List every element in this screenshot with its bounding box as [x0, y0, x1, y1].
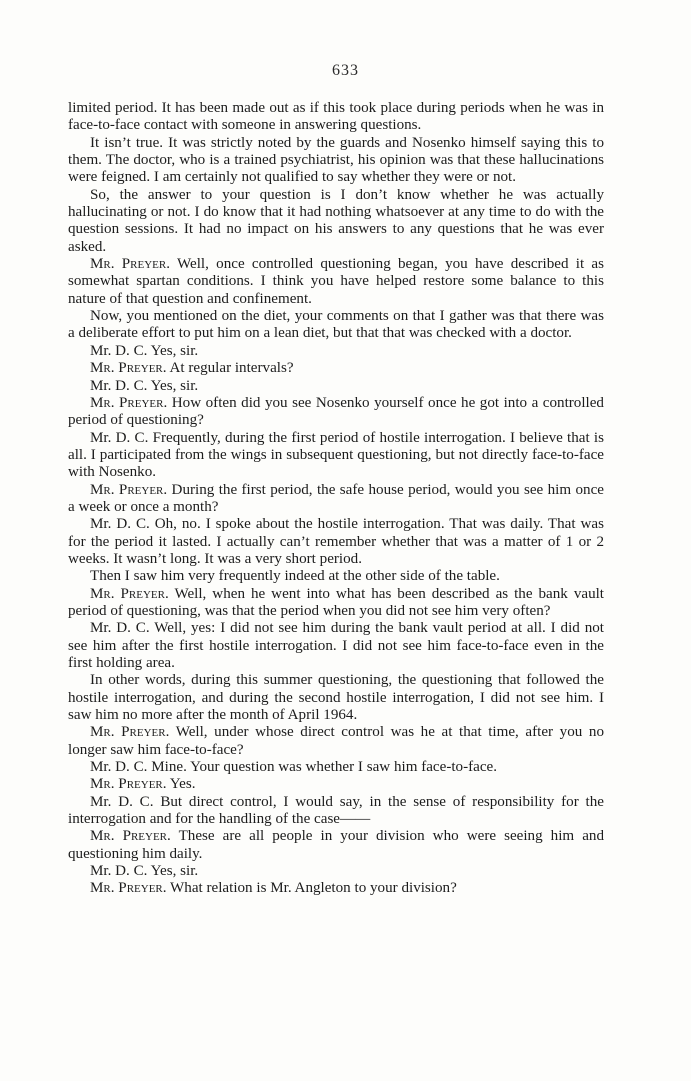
speaker-label: Mr. Preyer.	[90, 724, 170, 741]
speaker-label: Mr. Preyer.	[90, 828, 171, 845]
paragraph-text: During the first period, the safe house period, would you see him once a week or once a month?	[68, 481, 604, 515]
paragraph-text: Mr. D. C. Well, yes: I did not see him during the bank vault period at all. I did not see him after the first hostile interrogation. I did not see him face-to-face even in the first holding area.	[68, 620, 604, 671]
page-number: 633	[332, 62, 359, 79]
paragraph-text: Yes.	[169, 776, 196, 793]
paragraph-text: Mr. D. C. Frequently, during the first period of hostile interrogation. I believe that is all. I participated from the wings in subsequent questioning, but not directly face-to-face with Nosenko.	[68, 429, 604, 481]
paragraph-text: Then I saw him very frequently indeed at the other side of the table.	[90, 568, 500, 585]
transcript-paragraph	[68, 863, 604, 880]
paragraph-text: Mr. D. C. Oh, no. I spoke about the hostile interrogation. That was daily. That was for the period it lasted. I actually can’t remember whether that was a matter of 1 or 2 weeks. It wasn’t long. It was a very short period.	[68, 516, 604, 567]
transcript-paragraph	[68, 620, 604, 672]
transcript-paragraph	[68, 378, 604, 395]
transcript-paragraph	[68, 395, 604, 430]
transcript-paragraph	[68, 256, 604, 308]
transcript-paragraph	[68, 586, 604, 621]
transcript-paragraph	[68, 828, 604, 863]
transcript-body	[68, 100, 604, 898]
transcript-paragraph	[68, 100, 604, 135]
transcript-paragraph	[68, 187, 604, 256]
transcript-paragraph	[68, 776, 604, 793]
transcript-paragraph	[68, 135, 604, 187]
transcript-paragraph	[68, 308, 604, 343]
paragraph-text: Mr. D. C. Mine. Your question was whether I saw him face-to-face.	[90, 759, 498, 776]
paragraph-text: So, the answer to your question is I don’t know whether he was actually hallucinating or not. I do know that it had nothing whatsoever at any time to do with the question sessions. It had no impact on his answers to any questions that he was ever asked.	[68, 186, 604, 255]
speaker-label: Mr. Preyer.	[90, 481, 168, 498]
transcript-paragraph	[68, 759, 604, 776]
paragraph-text: How often did you see Nosenko yourself once he got into a controlled period of questioning?	[68, 394, 604, 429]
transcript-paragraph	[68, 880, 604, 897]
paragraph-text: limited period. It has been made out as if this took place during periods when he was in face-to-face contact with someone in answering questions.	[68, 100, 604, 134]
paragraph-text: In other words, during this summer questioning, the questioning that followed the hostile interrogation, and during the second hostile interrogation, I did not see him. I saw him no more after the month of April 1964.	[68, 672, 604, 724]
paragraph-text: Mr. D. C. Yes, sir.	[90, 863, 199, 880]
speaker-label: Mr. Preyer.	[90, 585, 169, 602]
paragraph-text: Now, you mentioned on the diet, your comments on that I gather was that there was a deliberate effort to put him on a lean diet, but that that was checked with a doctor.	[68, 308, 604, 342]
paragraph-text: Mr. D. C. Yes, sir.	[90, 377, 199, 394]
transcript-paragraph	[68, 343, 604, 360]
transcript-paragraph	[68, 360, 604, 377]
speaker-label: Mr. Preyer.	[90, 360, 167, 377]
transcript-paragraph	[68, 430, 604, 482]
transcript-paragraph	[68, 724, 604, 759]
speaker-label: Mr. Preyer.	[90, 880, 167, 897]
paragraph-text: Well, when he went into what has been described as the bank vault period of questioning, was that the period when you did not see him very often?	[68, 585, 604, 619]
transcript-paragraph	[68, 568, 604, 585]
transcript-paragraph	[68, 482, 604, 517]
transcript-paragraph	[68, 672, 604, 724]
paragraph-text: What relation is Mr. Angleton to your division?	[170, 880, 457, 897]
speaker-label: Mr. Preyer.	[90, 256, 171, 273]
transcript-paragraph	[68, 794, 604, 829]
transcript-paragraph	[68, 516, 604, 568]
paragraph-text: At regular intervals?	[169, 360, 294, 377]
paragraph-text: These are all people in your division who were seeing him and questioning him daily.	[68, 828, 604, 862]
paragraph-text: Well, under whose direct control was he at that time, after you no longer saw him face-to-face?	[68, 724, 604, 758]
paragraph-text: It isn’t true. It was strictly noted by the guards and Nosenko himself saying this to them. The doctor, who is a trained psychiatrist, his opinion was that these hallucinations were feigned. I am certainly not qualified to say whether they were or not.	[68, 134, 604, 186]
paragraph-text: Mr. D. C. Yes, sir.	[90, 342, 199, 359]
speaker-label: Mr. Preyer.	[90, 776, 167, 793]
paragraph-text: Mr. D. C. But direct control, I would say, in the sense of responsibility for the interrogation and for the handling of the case——	[68, 793, 604, 828]
speaker-label: Mr. Preyer.	[90, 394, 168, 411]
paragraph-text: Well, once controlled questioning began, you have described it as somewhat spartan conditions. I think you have helped restore some balance to this nature of that question and confinement.	[68, 256, 604, 307]
